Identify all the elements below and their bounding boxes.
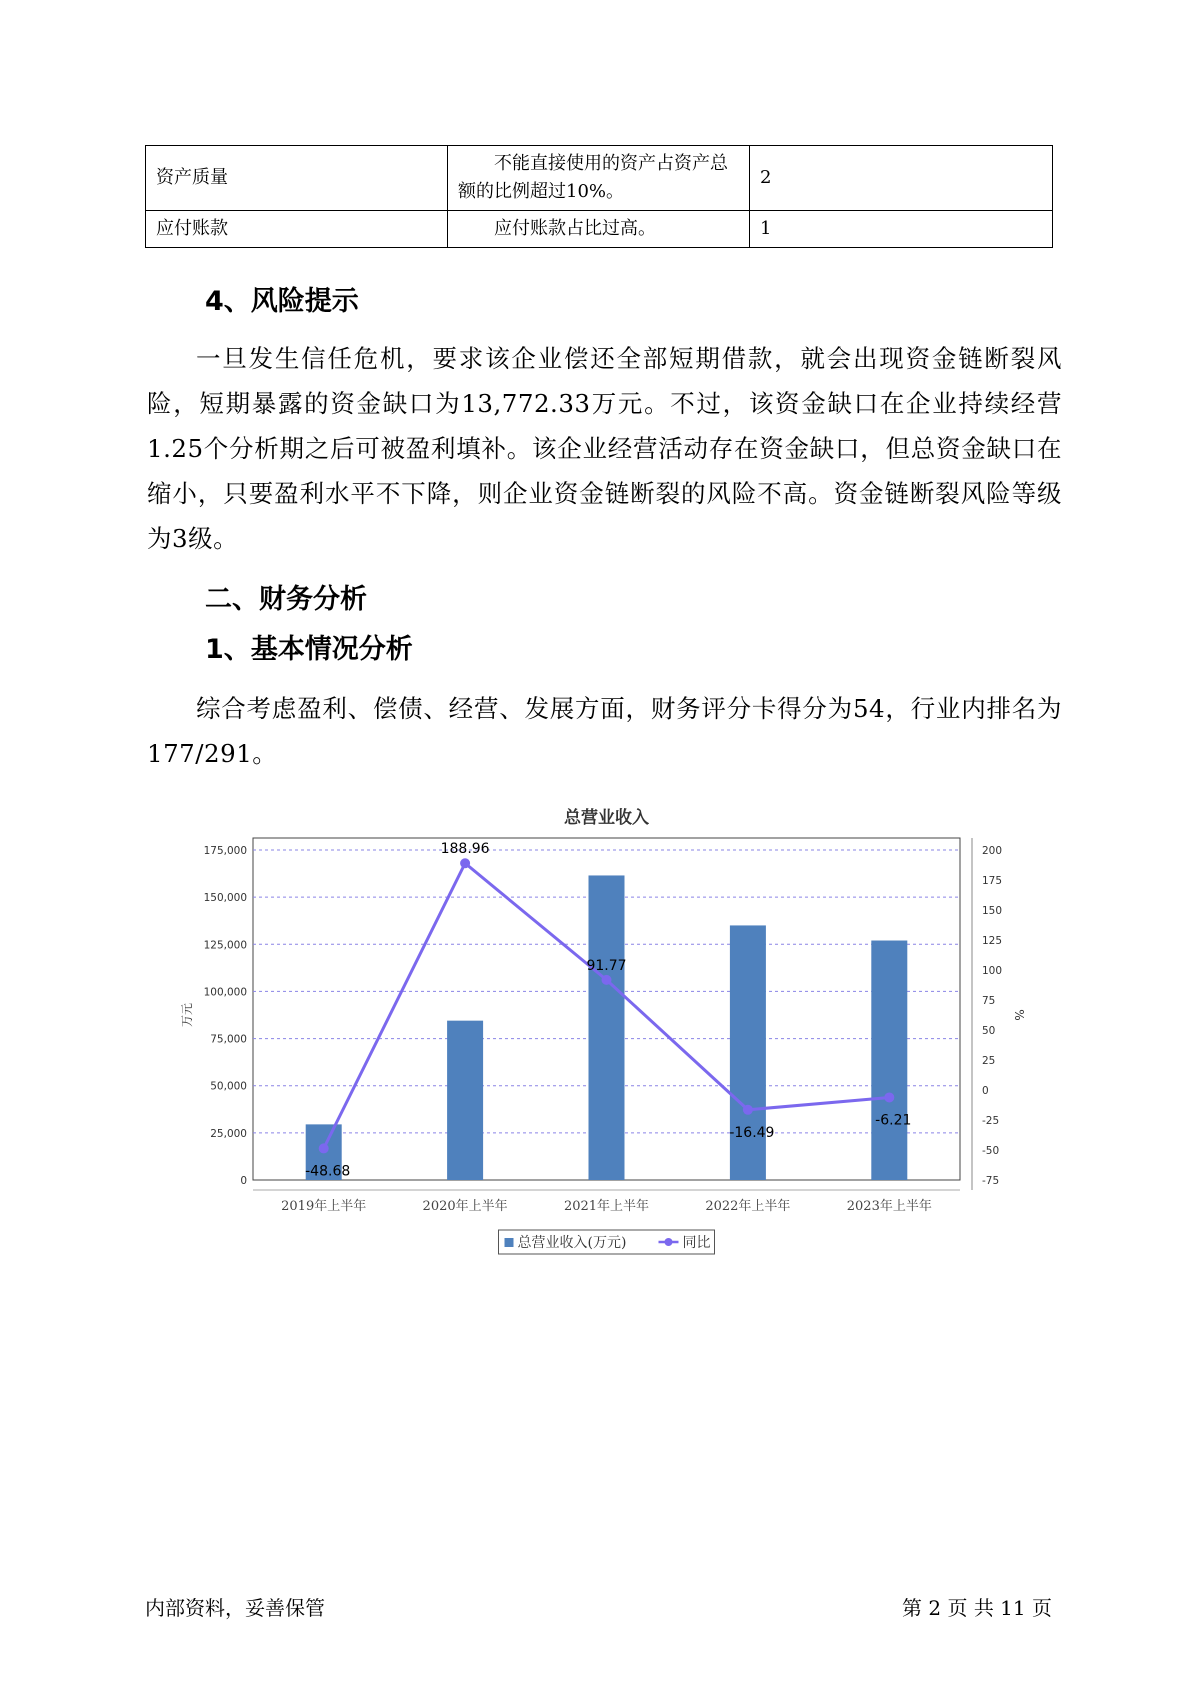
x-tick-label: 2022年上半年: [705, 1199, 791, 1214]
y-right-axis-label: %: [1012, 1009, 1026, 1021]
table-cell-description: 应付账款占比过高。: [448, 211, 750, 248]
y-left-tick-label: 150,000: [203, 892, 247, 905]
y-left-axis-label: 万元: [180, 1002, 194, 1028]
yoy-data-label: 188.96: [440, 841, 490, 858]
y-left-tick-label: 50,000: [210, 1080, 247, 1093]
legend-bar-swatch: [505, 1238, 514, 1247]
y-left-tick-label: 75,000: [210, 1033, 247, 1046]
x-tick-label: 2020年上半年: [422, 1199, 508, 1214]
y-right-tick-label: 0: [982, 1085, 989, 1097]
table-row: [146, 146, 1053, 211]
table-row: [146, 211, 1053, 248]
y-left-tick-label: 175,000: [203, 845, 247, 857]
y-right-tick-label: 50: [982, 1025, 996, 1037]
yoy-data-label: -6.21: [875, 1112, 912, 1129]
y-right-tick-label: 200: [982, 845, 1003, 857]
y-right-tick-label: 75: [982, 995, 996, 1007]
finance-heading: 二、财务分析: [205, 584, 367, 615]
table-cell-score: 2: [750, 146, 1053, 211]
y-right-tick-label: 25: [982, 1055, 996, 1067]
bar: [589, 875, 625, 1180]
y-right-tick-label: 100: [982, 965, 1003, 977]
risk-heading: 4、风险提示: [205, 286, 359, 317]
x-tick-label: 2023年上半年: [846, 1199, 932, 1214]
yoy-point: [602, 975, 612, 985]
table-cell-description: 不能直接使用的资产占资产总额的比例超过10%。: [448, 146, 750, 211]
finance-paragraph: 综合考虑盈利、偿债、经营、发展方面，财务评分卡得分为54，行业内排名为177/291。: [147, 694, 1062, 768]
yoy-point: [460, 858, 470, 868]
table-cell-item: 应付账款: [146, 211, 448, 248]
legend-line-marker: [665, 1238, 673, 1246]
footer-page-number: 第 2 页 共 11 页: [902, 1596, 1052, 1620]
y-right-tick-label: -75: [982, 1175, 1000, 1187]
y-left-tick-label: 100,000: [203, 986, 247, 999]
y-left-tick-label: 0: [240, 1175, 247, 1187]
y-right-tick-label: 150: [982, 905, 1003, 917]
yoy-point: [319, 1143, 329, 1153]
yoy-data-label: -48.68: [305, 1163, 351, 1180]
basic-analysis-heading: 1、基本情况分析: [205, 634, 413, 665]
y-left-tick-label: 25,000: [210, 1127, 247, 1140]
risk-paragraph: 一旦发生信任危机，要求该企业偿还全部短期借款，就会出现资金链断裂风险，短期暴露的资金缺口为13,772.33万元。不过，该资金缺口在企业持续经营 1.25个分析期之后可被盈利填补。该企业经营活动存在资金缺口，但总资金缺口在缩小，只要盈利水平不下降，则企业资金链断裂的风险不高。资金链断裂风险等级为3级。: [147, 344, 1062, 553]
y-right-tick-label: -50: [982, 1145, 1000, 1157]
y-right-tick-label: 175: [982, 875, 1003, 887]
yoy-data-label: -16.49: [729, 1124, 775, 1141]
footer-confidential: 内部资料，妥善保管: [145, 1596, 325, 1620]
table-cell-item: 资产质量: [146, 146, 448, 211]
yoy-point: [743, 1105, 753, 1115]
y-left-tick-label: 125,000: [203, 939, 247, 952]
revenue-chart: [180, 795, 1030, 1255]
table-cell-score: 1: [750, 211, 1053, 248]
y-right-tick-label: -25: [982, 1115, 1000, 1127]
yoy-point: [884, 1092, 894, 1102]
y-right-tick-label: 125: [982, 935, 1003, 947]
yoy-data-label: 91.77: [586, 957, 627, 974]
bar: [447, 1021, 483, 1180]
x-tick-label: 2019年上半年: [281, 1199, 367, 1214]
legend-line-label: 同比: [682, 1235, 711, 1251]
legend-bar-label: 总营业收入(万元): [517, 1235, 627, 1251]
risk-table: [145, 145, 1053, 248]
bar: [730, 925, 766, 1180]
x-tick-label: 2021年上半年: [563, 1199, 650, 1214]
chart-title: 总营业收入: [564, 808, 649, 828]
bar: [871, 941, 907, 1180]
